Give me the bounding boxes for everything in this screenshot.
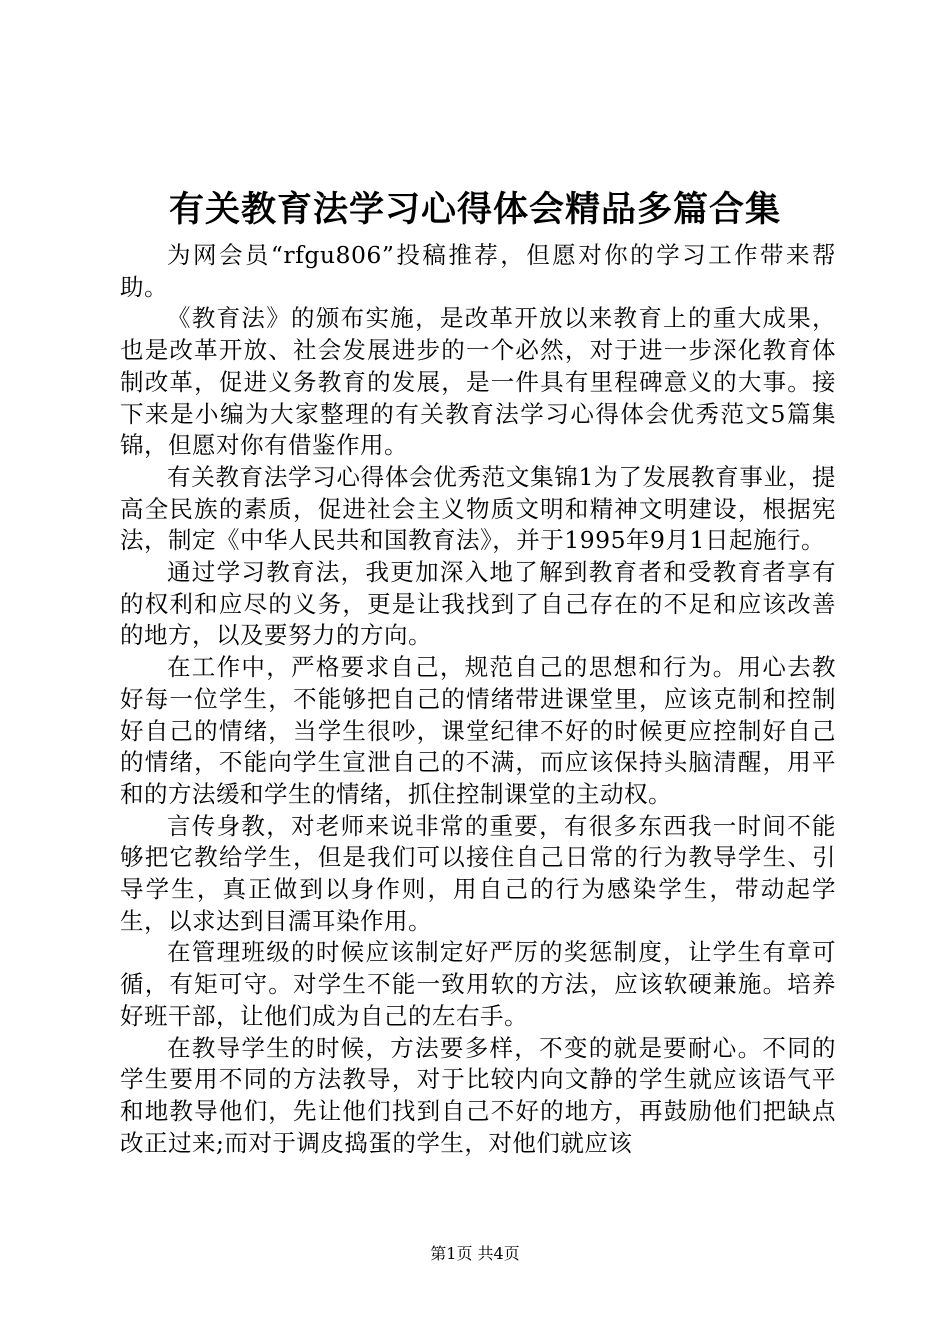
- paragraph: 言传身教，对老师来说非常的重要，有很多东西我一时间不能够把它教给学生，但是我们可以接住自己日常的行为教导学生、引导学生，真正做到以身作则，用自己的行为感染学生，带动起学生，以求达到目濡耳染作用。: [120, 811, 836, 935]
- document-body: [120, 240, 836, 1159]
- paragraph-intro: 为网会员“rfgu806”投稿推荐，但愿对你的学习工作带来帮助。: [120, 241, 836, 301]
- paragraph: 有关教育法学习心得体会优秀范文集锦1为了发展教育事业，提高全民族的素质，促进社会主义物质文明和精神文明建设，根据宪法，制定《中华人民共和国教育法》，并于1995年9月1日起施行。: [120, 462, 836, 555]
- paragraph: 在管理班级的时候应该制定好严厉的奖惩制度，让学生有章可循，有矩可守。对学生不能一致用软的方法，应该软硬兼施。培养好班干部，让他们成为自己的左右手。: [120, 938, 836, 1030]
- paragraph: 《教育法》的颁布实施，是改革开放以来教育上的重大成果，也是改革开放、社会发展进步的一个必然，对于进一步深化教育体制改革，促进义务教育的发展，是一件具有里程碑意义的大事。接下来是小编为大家整理的有关教育法学习心得体会优秀范文5篇集锦，但愿对你有借鉴作用。: [120, 304, 836, 460]
- document-title: 有关教育法学习心得体会精品多篇合集: [168, 190, 781, 230]
- paragraph: 在工作中，严格要求自己，规范自己的思想和行为。用心去教好每一位学生，不能够把自己的情绪带进课堂里，应该克制和控制好自己的情绪，当学生很吵，课堂纪律不好的时候更应控制好自己的情绪，不能向学生宣泄自己的不满，而应该保持头脑清醒，用平和的方法缓和学生的情绪，抓住控制课堂的主动权。: [120, 653, 836, 808]
- paragraph: 通过学习教育法，我更加深入地了解到教育者和受教育者享有的权利和应尽的义务，更是让我找到了自己存在的不足和应该改善的地方，以及要努力的方向。: [120, 558, 836, 650]
- page-number-footer: 第1页 共4页: [430, 1244, 520, 1263]
- paragraph: 在教导学生的时候，方法要多样，不变的就是要耐心。不同的学生要用不同的方法教导，对于比较内向文静的学生就应该语气平和地教导他们，先让他们找到自己不好的地方，再鼓励他们把缺点改正过来;而对于调皮捣蛋的学生，对他们就应该: [120, 1033, 836, 1157]
